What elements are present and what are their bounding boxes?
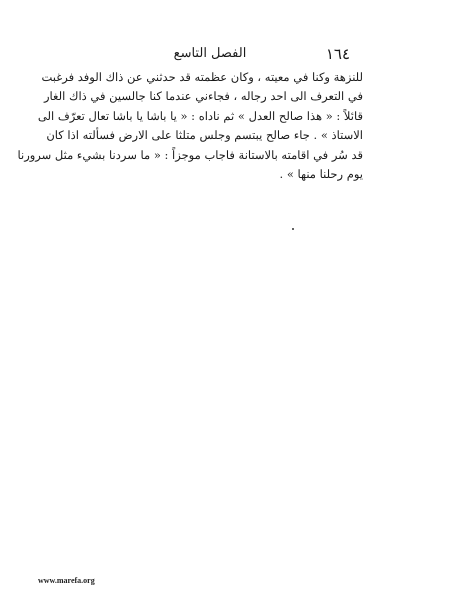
page-number: ١٦٤ <box>325 45 350 63</box>
body-text <box>17 68 363 184</box>
chapter-title: الفصل التاسع <box>173 46 247 61</box>
text-line: يوم رحلنا منها » . <box>279 167 363 182</box>
text-line: قائلاً : « هذا صالح العدل » ثم ناداه : « يا باشا يا باشا تعال تعرّف الى <box>37 108 363 123</box>
text-line: في التعرف الى احد رجاله ، فجاءني عندما كنا جالسين في ذاك الغار <box>44 89 363 104</box>
ink-dot <box>292 228 294 230</box>
text-line: للنزهة وكنا في معيته ، وكان عظمته قد حدثني عن ذاك الوفد فرغبت <box>41 70 363 84</box>
text-line: قد سُر في اقامته بالاستانة فاجاب موجزاً : « ما سردنا بشيء مثل سرورنا <box>17 147 363 162</box>
text-line: الاستاذ » . جاء صالح يبتسم وجلس متلثا على الارض فسألته اذا كان <box>46 128 363 143</box>
footer-url: www.marefa.org <box>38 576 95 585</box>
page-header <box>120 44 350 64</box>
